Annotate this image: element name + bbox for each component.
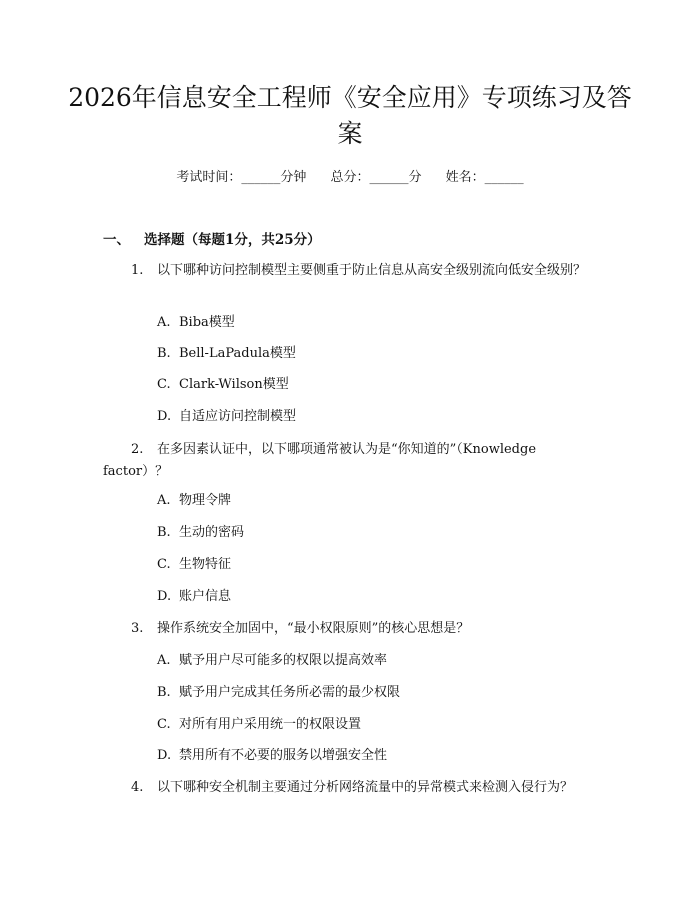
section-label: 选择题（每题1分，共25分） — [144, 232, 321, 248]
option-2c — [157, 555, 231, 575]
option-text: 对所有用户采用统一的权限设置 — [179, 717, 362, 732]
name-field: 姓名：______ — [445, 170, 524, 185]
question-number: 2. — [131, 442, 144, 457]
question-number: 1. — [131, 263, 144, 278]
section-heading — [103, 230, 321, 250]
question-text: 在多因素认证中，以下哪项通常被认为是“你知道的”（Knowledge factor）？ — [103, 442, 537, 479]
document-title: 2026年信息安全工程师《安全应用》专项练习及答案 — [68, 83, 632, 148]
option-text: 生动的密码 — [179, 525, 245, 540]
option-text: Clark-Wilson模型 — [179, 377, 289, 392]
option-text: Bell-LaPadula模型 — [179, 346, 296, 361]
exam-time-field: 考试时间：______分钟 — [176, 170, 307, 185]
option-text: 账户信息 — [179, 589, 232, 604]
question-text: 以下哪种安全机制主要通过分析网络流量中的异常模式来检测入侵行为？ — [157, 780, 574, 795]
option-letter: C. — [157, 377, 171, 392]
option-text: 禁用所有不必要的服务以增强安全性 — [179, 748, 388, 763]
option-2d — [157, 587, 231, 607]
option-letter: D. — [157, 409, 172, 424]
question-number: 4. — [131, 780, 144, 795]
option-text: 自适应访问控制模型 — [179, 409, 297, 424]
question-3 — [103, 618, 593, 640]
question-text: 以下哪种访问控制模型主要侧重于防止信息从高安全级别流向低安全级别？ — [157, 263, 587, 278]
total-score-field: 总分：______分 — [330, 170, 422, 185]
question-2 — [103, 439, 593, 483]
question-text: 操作系统安全加固中，“最小权限原则”的核心思想是？ — [157, 621, 470, 636]
option-3d — [157, 746, 387, 766]
option-text: 生物特征 — [179, 557, 232, 572]
option-letter: B. — [157, 525, 171, 540]
option-letter: C. — [157, 717, 171, 732]
option-1a — [157, 313, 235, 333]
option-3c — [157, 715, 361, 735]
option-1c — [157, 375, 289, 395]
option-letter: A. — [157, 315, 171, 330]
option-letter: C. — [157, 557, 171, 572]
option-2a — [157, 491, 231, 511]
option-text: 物理令牌 — [179, 493, 232, 508]
option-1d — [157, 407, 296, 427]
question-1 — [103, 260, 593, 282]
option-letter: D. — [157, 589, 172, 604]
exam-meta — [0, 168, 700, 188]
option-2b — [157, 523, 244, 543]
option-letter: D. — [157, 748, 172, 763]
option-text: 赋予用户完成其任务所必需的最少权限 — [179, 685, 401, 700]
option-letter: A. — [157, 493, 171, 508]
option-text: 赋予用户尽可能多的权限以提高效率 — [179, 653, 388, 668]
option-1b — [157, 344, 296, 364]
option-letter: A. — [157, 653, 171, 668]
question-4 — [103, 777, 593, 799]
section-number: 一、 — [103, 232, 130, 248]
question-number: 3. — [131, 621, 144, 636]
option-3a — [157, 651, 387, 671]
option-letter: B. — [157, 685, 171, 700]
option-3b — [157, 683, 400, 703]
option-text: Biba模型 — [179, 315, 235, 330]
option-letter: B. — [157, 346, 171, 361]
